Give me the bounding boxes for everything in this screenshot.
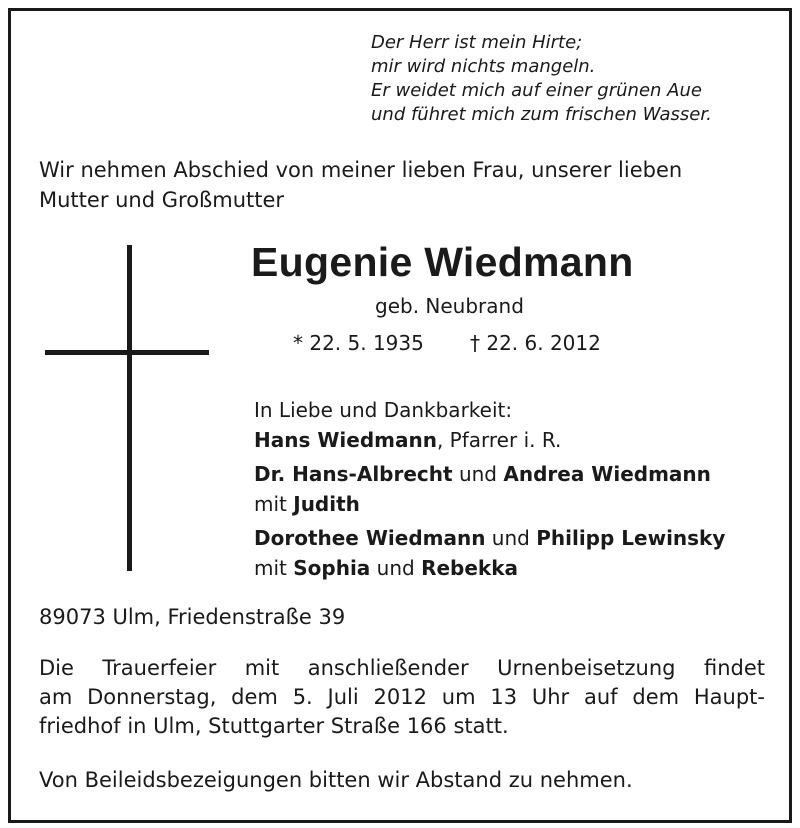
obituary-notice [8,8,792,823]
signer-line: mit Sophia und Rebekka [254,556,519,580]
signer-name: Philipp Lewinsky [536,526,726,550]
funeral-line: am Donnerstag, dem 5. Juli 2012 um 13 Uhr auf dem Haupt- [39,685,765,709]
funeral-line: friedhof in Ulm, Stuttgarter Straße 166 statt. [39,714,509,738]
signer-title: , Pfarrer i. R. [436,428,562,452]
signer-name: Rebekka [421,556,519,580]
signer-name: Hans Wiedmann [254,428,437,452]
signer-name: Sophia [293,556,371,580]
intro-text [39,155,682,215]
psalm-quote [371,31,712,127]
psalm-line: Der Herr ist mein Hirte; [371,32,583,53]
psalm-line: und führet mich zum frischen Wasser. [371,104,712,125]
psalm-line: mir wird nichts mangeln. [371,56,596,77]
birth-name: geb. Neubrand [375,294,524,318]
signers-heading: In Liebe und Dankbarkeit: [254,398,513,422]
intro-line: Mutter und Großmutter [39,188,285,212]
address: 89073 Ulm, Friedenstraße 39 [39,605,346,629]
signer-name: Andrea Wiedmann [503,462,711,486]
signer-line: mit Judith [254,492,360,516]
signer-line: Dr. Hans-Albrecht und Andrea Wiedmann [254,462,711,486]
cross-icon [127,245,132,571]
signer-name: Dr. Hans-Albrecht [254,462,453,486]
signers-block [254,395,725,583]
signer-name: Judith [293,492,360,516]
signer-name: Dorothee Wiedmann [254,526,486,550]
deceased-name: Eugenie Wiedmann [251,239,634,285]
psalm-line: Er weidet mich auf einer grünen Aue [371,80,702,101]
signer-line [254,425,725,455]
condolence-note: Von Beileidsbezeigungen bitten wir Abstand zu nehmen. [39,768,633,792]
death-date: † 22. 6. 2012 [470,331,601,355]
intro-line: Wir nehmen Abschied von meiner lieben Frau, unserer lieben [39,158,683,182]
signer-line: Dorothee Wiedmann und Philipp Lewinsky [254,526,726,550]
cross-icon-bar [45,350,209,355]
funeral-info [39,654,765,741]
birth-date: * 22. 5. 1935 [293,331,424,355]
funeral-line: Die Trauerfeier mit anschließender Urnenbeisetzung findet [39,656,765,680]
